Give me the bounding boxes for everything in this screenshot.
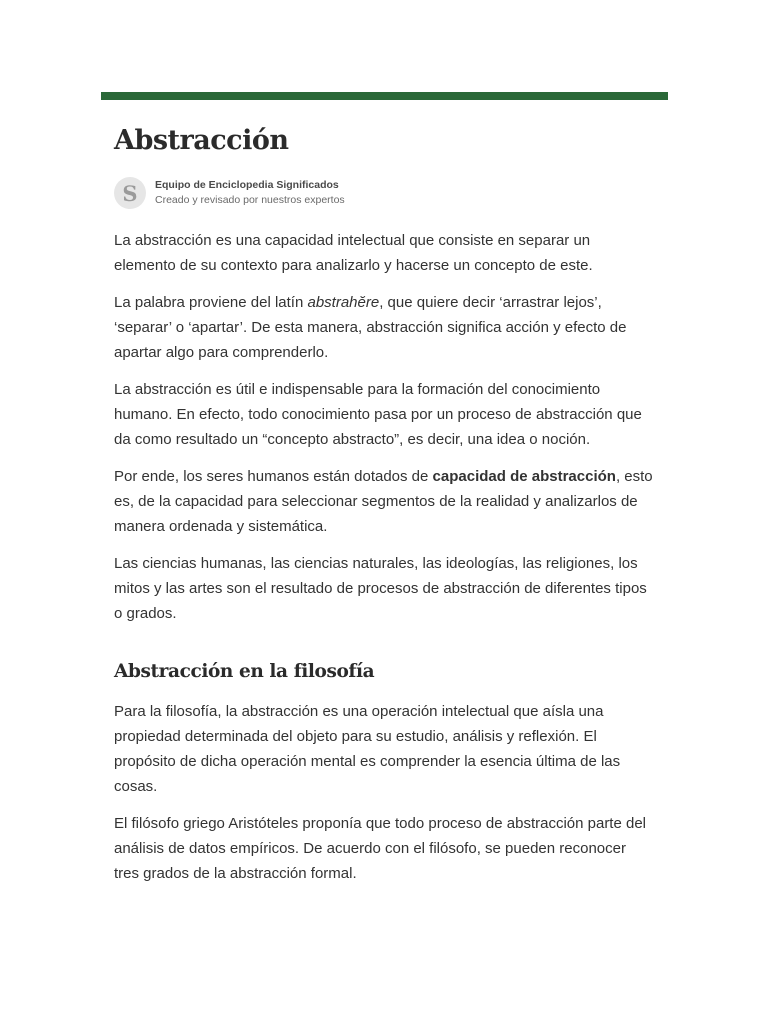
author-subtitle: Creado y revisado por nuestros expertos (155, 194, 345, 206)
paragraph-capacity (114, 464, 655, 539)
author-block (114, 176, 655, 210)
paragraph-capacity-end: , esto es, de la capacidad para seleccionar segmentos de la realidad y analizarlos de manera ordenada y sistemática. (114, 468, 653, 535)
paragraph-knowledge: La abstracción es útil e indispensable para la formación del conocimiento humano. En efecto, todo conocimiento pasa por un proceso de abstracción que da como resultado un “concepto abstracto”, es decir, una idea o noción. (114, 381, 642, 448)
article-page (101, 92, 668, 886)
author-text (155, 178, 345, 208)
paragraph-sciences: Las ciencias humanas, las ciencias naturales, las ideologías, las religiones, los mitos y las artes son el resultado de procesos de abstracción de diferentes tipos o grados. (114, 555, 647, 622)
paragraph-philosophy: Para la filosofía, la abstracción es una operación intelectual que aísla una propiedad determinada del objeto para su estudio, análisis y reflexión. El propósito de dicha operación mental es comprender la esencia última de las cosas. (114, 703, 621, 795)
article-content (101, 124, 668, 886)
paragraph-etymology-start: La palabra proviene del latín (114, 294, 308, 311)
article-title: Abstracción (114, 125, 289, 156)
section-heading-philosophy: Abstracción en la filosofía (114, 661, 375, 682)
paragraph-intro: La abstracción es una capacidad intelectual que consiste en separar un elemento de su contexto para analizarlo y hacerse un concepto de este. (114, 232, 593, 274)
top-accent-bar (101, 92, 668, 100)
paragraph-aristotle: El filósofo griego Aristóteles proponía que todo proceso de abstracción parte del análisis de datos empíricos. De acuerdo con el filósofo, se pueden reconocer tres grados de la abstracción formal. (114, 815, 647, 882)
capacity-term: capacidad de abstracción (432, 468, 616, 485)
latin-term: abstrahĕre (307, 294, 380, 311)
author-name[interactable]: Equipo de Enciclopedia Significados (155, 179, 339, 191)
author-avatar: S (114, 177, 146, 209)
paragraph-etymology (114, 290, 655, 365)
paragraph-etymology-end: , que quiere decir ‘arrastrar lejos’, ‘separar’ o ‘apartar’. De esta manera, abstracción significa acción y efecto de apartar algo para comprenderlo. (114, 294, 627, 361)
paragraph-capacity-start: Por ende, los seres humanos están dotados de (114, 468, 433, 485)
